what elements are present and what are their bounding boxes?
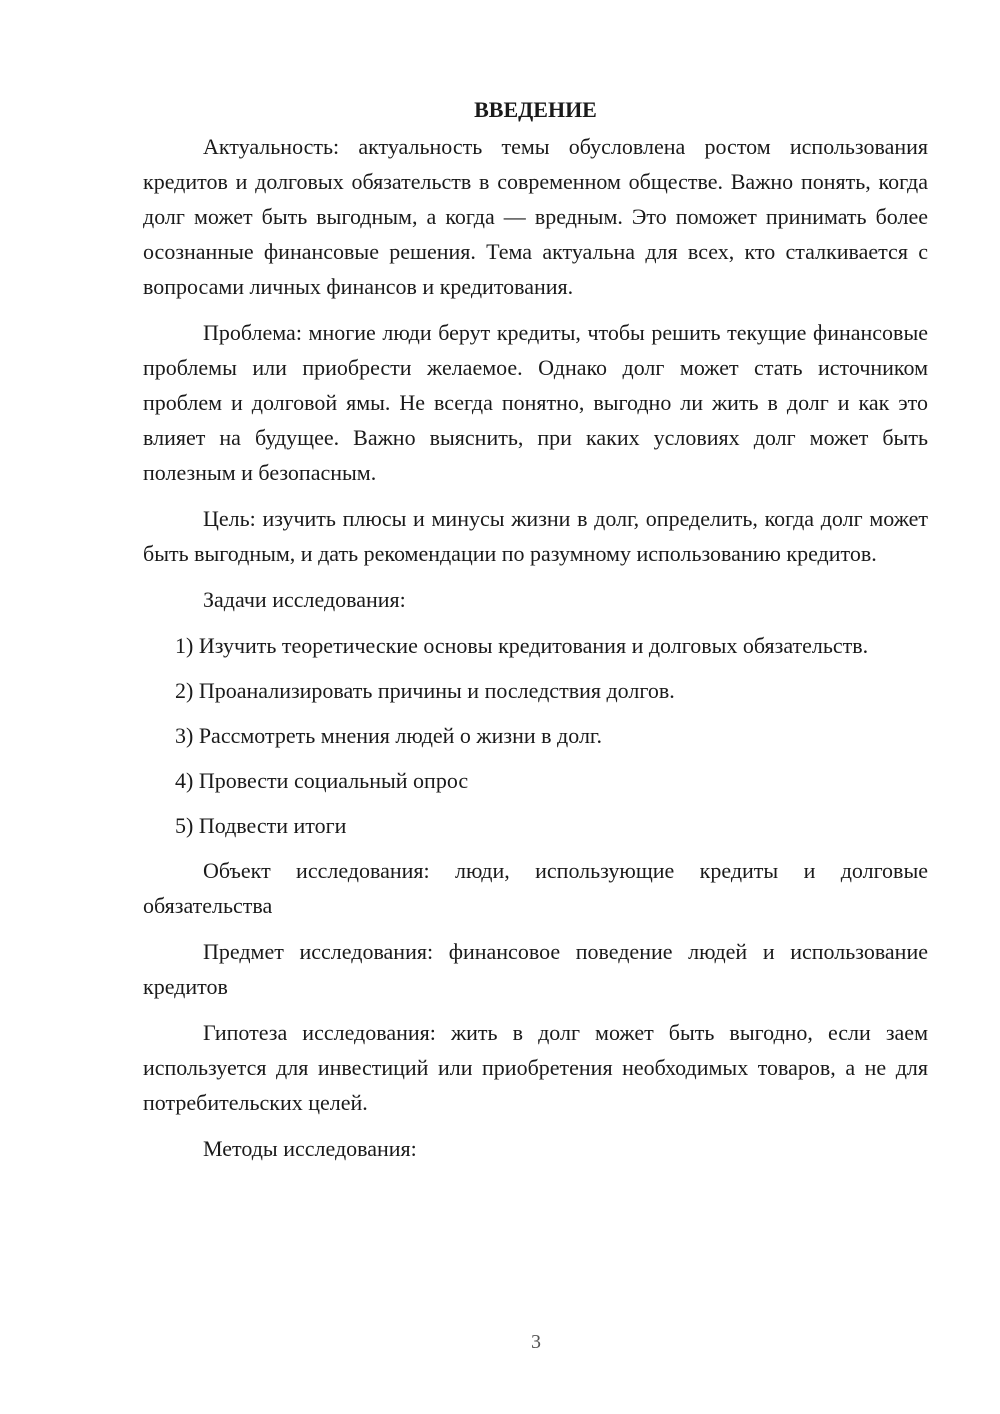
section-heading: ВВЕДЕНИЕ — [474, 97, 597, 122]
paragraph-relevance: Актуальность: актуальность темы обусловлена ростом использования кредитов и долговых обязательств в современном обществе. Важно понять, когда долг может быть выгодным, а когда — вредным. Это поможет принимать более осознанные финансовые решения. Тема актуальна для всех, кто сталкивается с вопросами личных финансов и кредитования. — [143, 134, 928, 299]
page-number: 3 — [531, 1331, 541, 1353]
paragraph-subject: Предмет исследования: финансовое поведение людей и использование кредитов — [143, 939, 928, 999]
paragraph-goal: Цель: изучить плюсы и минусы жизни в долг, определить, когда долг может быть выгодным, и дать рекомендации по разумному использованию кредитов. — [143, 506, 928, 566]
paragraph-problem: Проблема: многие люди берут кредиты, чтобы решить текущие финансовые проблемы или приобрести желаемое. Однако долг может стать источником проблем и долговой ямы. Не всегда понятно, выгодно ли жить в долг и как это влияет на будущее. Важно выяснить, при каких условиях долг может быть полезным и безопасным. — [143, 320, 928, 485]
task-item: 5) Подвести итоги — [175, 813, 347, 838]
task-item: 2) Проанализировать причины и последствия долгов. — [175, 678, 675, 703]
task-item: 1) Изучить теоретические основы кредитования и долговых обязательств. — [175, 633, 869, 658]
task-item: 3) Рассмотреть мнения людей о жизни в долг. — [175, 723, 602, 748]
paragraph-methods: Методы исследования: — [203, 1136, 417, 1161]
paragraph-object: Объект исследования: люди, использующие кредиты и долговые обязательства — [143, 858, 928, 918]
paragraph-hypothesis: Гипотеза исследования: жить в долг может быть выгодно, если заем используется для инвестиций или приобретения необходимых товаров, а не для потребительских целей. — [143, 1020, 928, 1115]
paragraph-tasks-intro: Задачи исследования: — [203, 587, 406, 612]
task-item: 4) Провести социальный опрос — [175, 768, 469, 793]
document-page — [143, 92, 928, 1177]
